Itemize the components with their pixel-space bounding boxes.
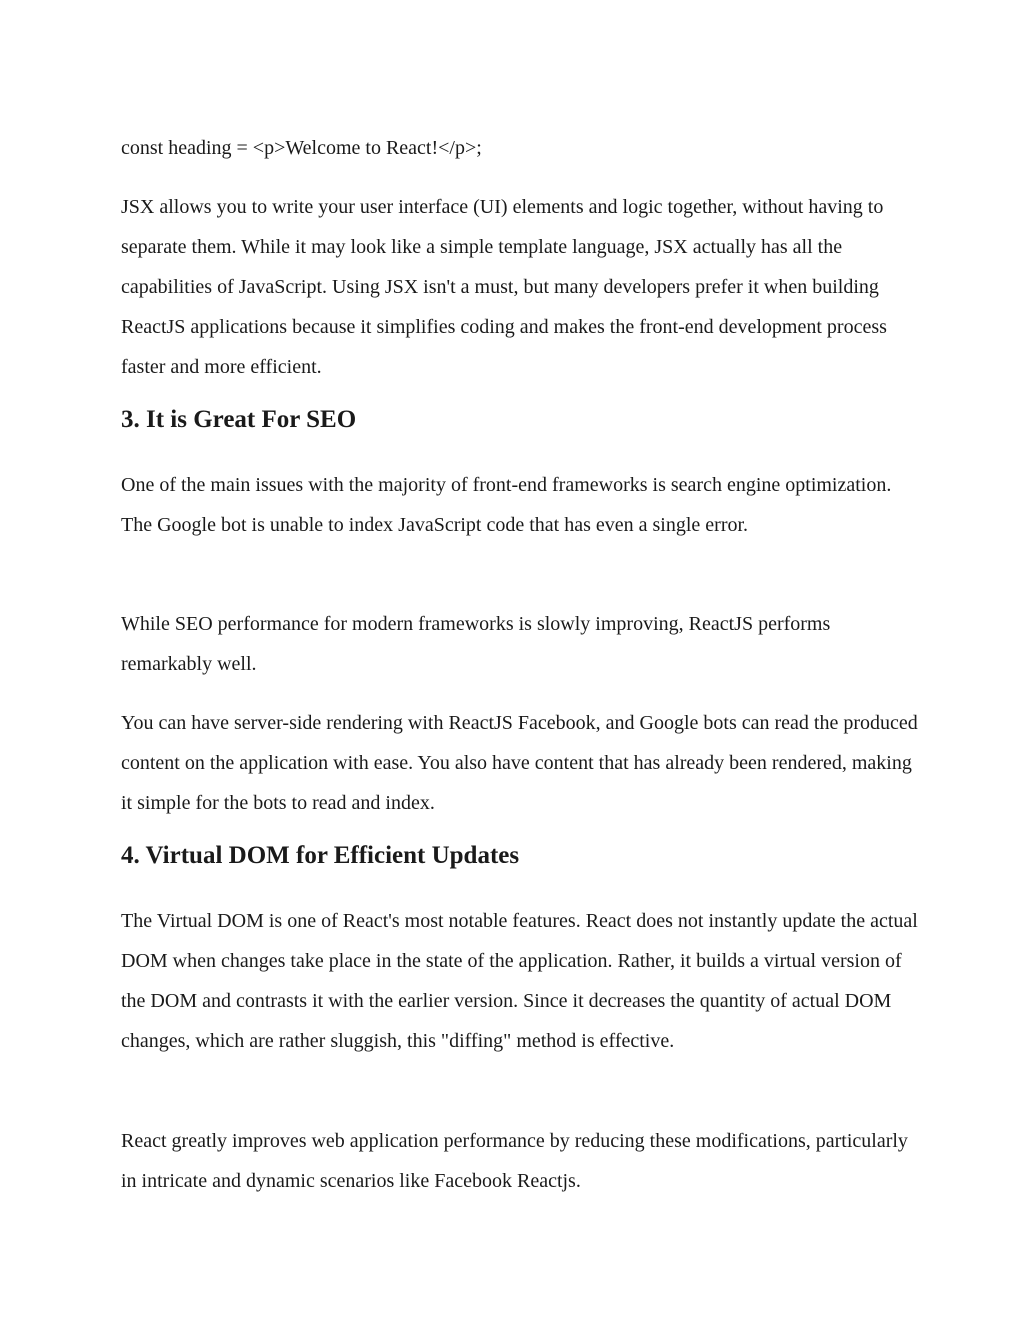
- paragraph-vdom-2: React greatly improves web application performance by reducing these modifications, particularly in intricate and dynamic scenarios like Facebook Reactjs.: [121, 1130, 908, 1192]
- paragraph-seo-3: You can have server-side rendering with ReactJS Facebook, and Google bots can read the produced content on the application with ease. You also have content that has already been rendered, making it simple for the bots to read and index.: [121, 712, 918, 814]
- code-snippet: const heading = <p>Welcome to React!</p>;: [121, 137, 482, 159]
- heading-seo: 3. It is Great For SEO: [121, 406, 357, 433]
- paragraph-vdom-1: The Virtual DOM is one of React's most notable features. React does not instantly update the actual DOM when changes take place in the state of the application. Rather, it builds a virtual version of the DOM and contrasts it with the earlier version. Since it decreases the quantity of actual DOM changes, which are rather sluggish, this "diffing" method is effective.: [121, 910, 918, 1052]
- heading-virtual-dom: 4. Virtual DOM for Efficient Updates: [121, 842, 520, 869]
- paragraph-seo-2: While SEO performance for modern frameworks is slowly improving, ReactJS performs remarkably well.: [121, 613, 831, 675]
- paragraph-jsx: JSX allows you to write your user interface (UI) elements and logic together, without having to separate them. While it may look like a simple template language, JSX actually has all the capabilities of JavaScript. Using JSX isn't a must, but many developers prefer it when building ReactJS applications because it simplifies coding and makes the front-end development process faster and more efficient.: [121, 196, 887, 378]
- paragraph-seo-1: One of the main issues with the majority of front-end frameworks is search engine optimization. The Google bot is unable to index JavaScript code that has even a single error.: [121, 474, 892, 536]
